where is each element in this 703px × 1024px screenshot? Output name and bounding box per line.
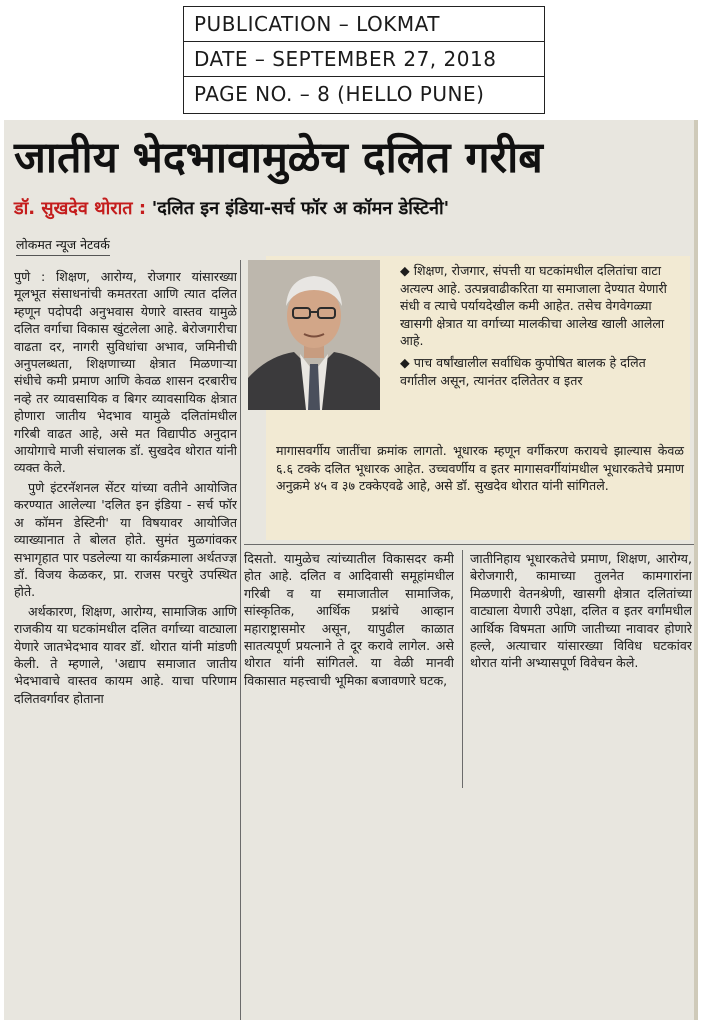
column-divider (462, 550, 463, 788)
speaker-name: डॉ. सुखदेव थोरात : (14, 198, 147, 219)
paragraph: पुणे इंटरनॅशनल सेंटर यांच्या वतीने आयोजित करण्यात आलेल्या 'दलित इन इंडिया - सर्च फॉर अ कॉमन डेस्टिनी' या विषयावर आयोजित व्याख्यानात ते बोलत होते. सुमंत मुळगांवकर सभागृहात पार पडलेल्या या कार्यक्रमाला अर्थतज्ज्ञ डॉ. विजय केळकर, प्रा. राजस परचुरे उपस्थित होते. (14, 479, 237, 600)
paragraph: अर्थकारण, शिक्षण, आरोग्य, सामाजिक आणि राजकीय या घटकांमधील दलित वर्गाच्या वाट्याला येणारे जातभेदभाव यावर डॉ. थोरात यांनी मांडणी केली. ते म्हणाले, 'अद्याप समाजात जातीय भेदभावाचे वास्तव कायम आहे. याचा परिणाम दलितवर्गावर होताना (14, 603, 237, 706)
newspaper-clipping (4, 120, 698, 1020)
paragraph: पुणे : शिक्षण, आरोग्य, रोजगार यांसारख्या मूलभूत संसाधनांची कमतरता आणि त्यात दलित म्हणून पदोपदी अनुभवास येणारे वास्तव यामुळे दलित वर्गाचा विकास खुंटलेला आहे. बेरोजगारीचा वाढता दर, नागरी सुविधांचा अभाव, जमिनीची अनुपलब्धता, शिक्षणाच्या क्षेत्रात मिळणाऱ्या संधीचे कमी प्रमाण आणि केवळ शासन दरबारीच नव्हे तर व्यावसायिक व बिगर व्यावसायिक क्षेत्रात होणारा जातीय भेदभाव यामुळे दलितांमधील गरिबी वाढत आहे, असे मत विद्यापीठ अनुदान आयोगाचे माजी संचालक डॉ. सुखदेव थोरात यांनी व्यक्त केले. (14, 269, 237, 476)
highlight-point: ◆ शिक्षण, रोजगार, संपत्ती या घटकांमधील दलितांचा वाटा अत्यल्प आहे. उत्पन्नवाढीकरिता या समाजाला देण्यात येणारी संधी व त्याचे पर्यायदेखील कमी आहेत. तसेच वेगवेगळ्या खासगी क्षेत्रात या वर्गाच्या मालकीचा आलेख खाली आलेला आहे. (400, 263, 667, 349)
book-title: 'दलित इन इंडिया-सर्च फॉर अ कॉमन डेस्टिनी' (151, 198, 450, 219)
paragraph: जातीनिहाय भूधारकतेचे प्रमाण, शिक्षण, आरोग्य, बेरोजगारी, कामाच्या तुलनेत कामगारांना मिळणारी वेतनश्रेणी, खासगी क्षेत्रात दलितांच्या वाट्याला येणारी उपेक्षा, दलित व इतर वर्गांमधील आर्थिक विषमता आणि जातीच्या नावावर होणारे हल्ले, अत्याचार यांसारख्या विविध घटकांवर थोरात यांनी अभ्यासपूर्ण विवेचन केले. (470, 551, 692, 671)
paragraph: दिसतो. यामुळेच त्यांच्यातील विकासदर कमी होत आहे. दलित व आदिवासी समूहांमधील गरिबी व या समाजातील सामाजिक, सांस्कृतिक, आर्थिक प्रश्नांचे आव्हान महाराष्ट्रासमोर असून, यापुढील काळात सातत्यपूर्ण प्रयत्नाने ते दूर करावे लागेल. असे थोरात यांनी सांगितले. या वेळी मानवी विकासात महत्त्वाची भूमिका बजावणारे घटक, (244, 551, 454, 688)
highlight-points (400, 262, 680, 393)
article-headline: जातीय भेदभावामुळेच दलित गरीब (14, 133, 543, 183)
speaker-photo (248, 260, 380, 410)
column-divider (240, 260, 241, 1020)
clipping-edge (694, 120, 698, 1020)
article-column-3 (470, 550, 692, 790)
section-divider (244, 544, 694, 545)
article-column-2 (244, 550, 454, 790)
portrait-illustration (248, 260, 380, 410)
byline: लोकमत न्यूज नेटवर्क (16, 236, 110, 256)
page-number-line: PAGE NO. – 8 (HELLO PUNE) (194, 82, 485, 106)
publication-line: PUBLICATION – LOKMAT (184, 7, 544, 42)
highlight-point: ◆ पाच वर्षांखालील सर्वाधिक कुपोषित बालक हे दलित वर्गातील असून, त्यानंतर दलितेतर व इतर (400, 354, 646, 388)
date-line: DATE – SEPTEMBER 27, 2018 (184, 42, 544, 77)
publication-info-box (183, 6, 545, 114)
article-column-1 (14, 268, 237, 1016)
article-subheadline (14, 196, 694, 220)
highlight-continuation (276, 442, 684, 495)
paragraph: मागासवर्गीय जातींचा क्रमांक लागतो. भूधारक म्हणून वर्गीकरण करायचे झाल्यास केवळ ६.६ टक्के दलित भूधारक आहेत. उच्चवर्णीय व इतर मागासवर्गीयांमधील भूधारकतेचे प्रमाण अनुक्रमे ४५ व ३७ टक्केएवढे आहे, असे डॉ. सुखदेव थोरात यांनी सांगितले. (276, 443, 684, 494)
